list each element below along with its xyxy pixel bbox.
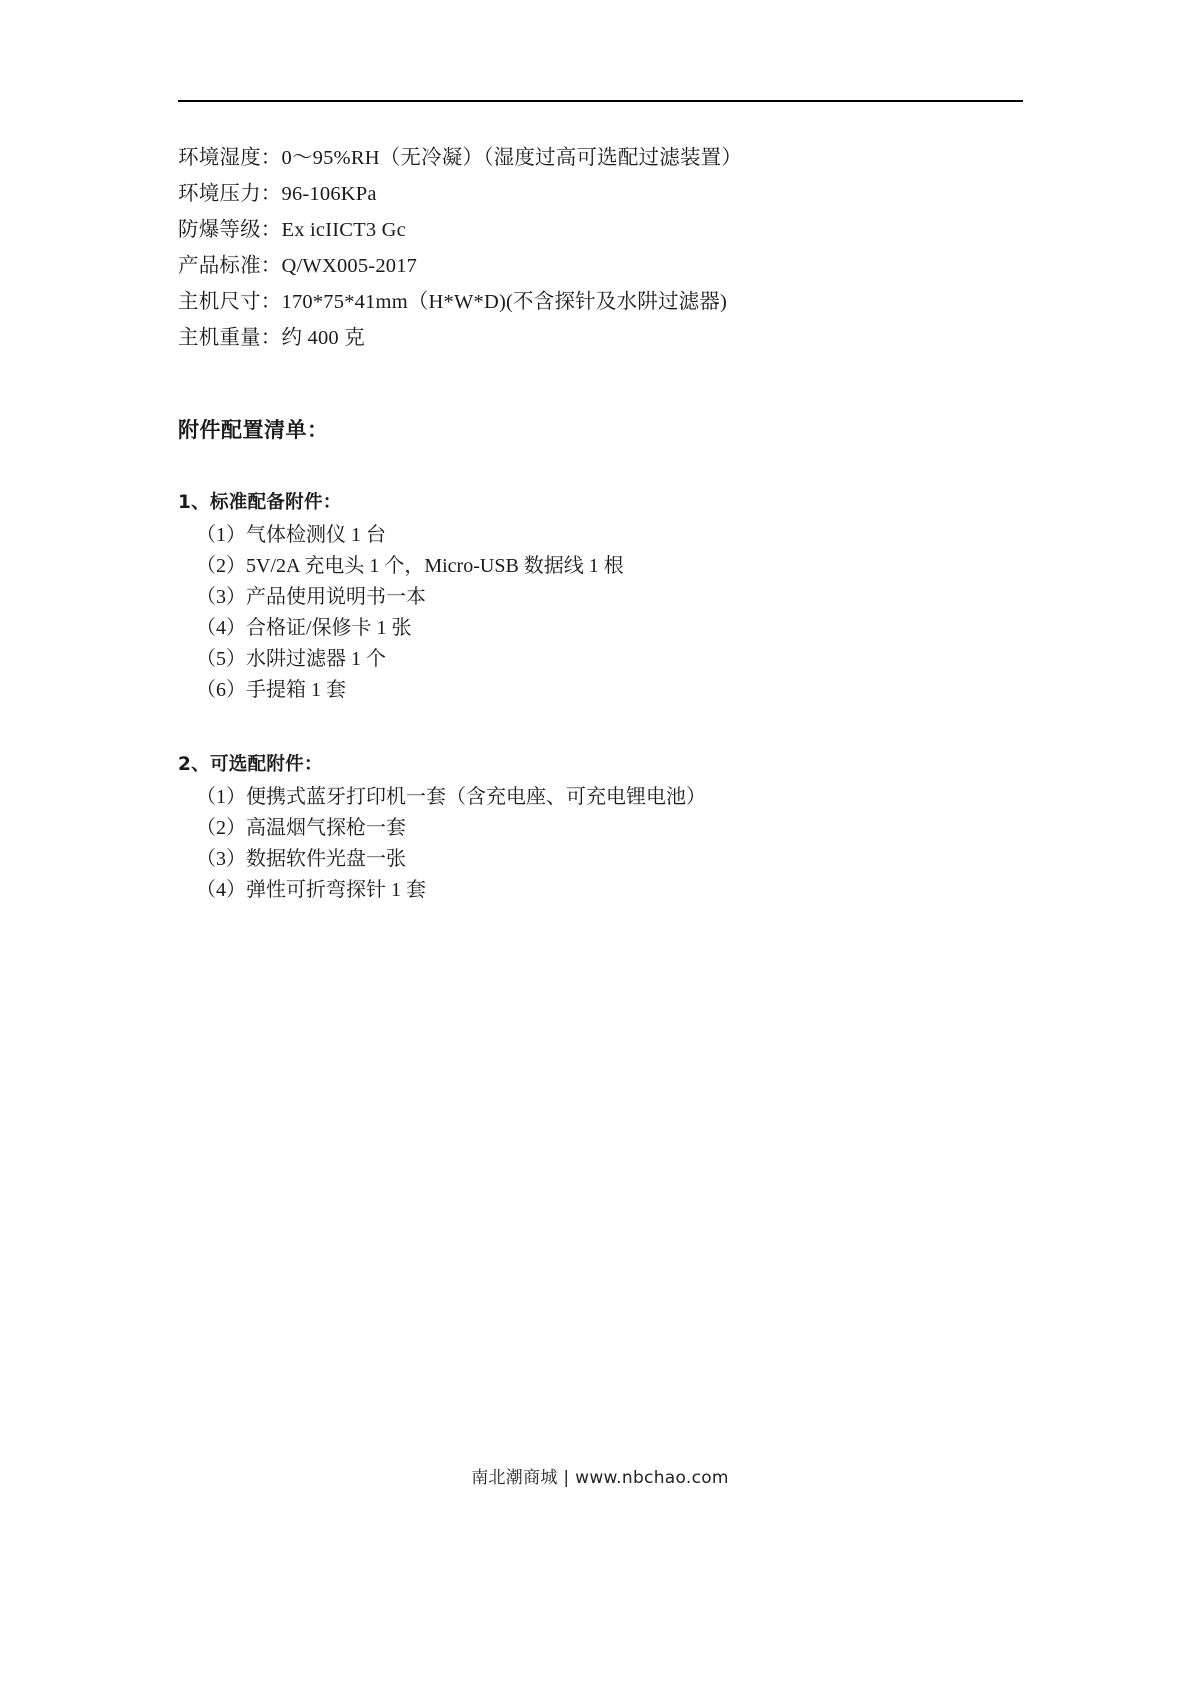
spec-line: 环境压力：96-106KPa [178,183,377,205]
page-footer: 南北潮商城 | www.nbchao.com [471,1468,729,1488]
document-content [178,140,1038,906]
spec-line: 产品标准：Q/WX005-2017 [178,255,418,277]
specifications-list [178,140,1038,356]
spec-line: 主机尺寸：170*75*41mm（H*W*D)(不含探针及水阱过滤器) [178,291,728,313]
section-title: 附件配置清单： [178,418,329,442]
list-item: （2）5V/2A 充电头 1 个，Micro-USB 数据线 1 根 [196,555,624,577]
spec-line: 主机重量：约 400 克 [178,327,365,349]
list-item: （6）手提箱 1 套 [196,679,346,701]
spec-line: 环境湿度：0～95%RH（无冷凝）（湿度过高可选配过滤装置） [178,147,743,169]
list-item: （4）弹性可折弯探针 1 套 [196,879,426,901]
list-item: （1）便携式蓝牙打印机一套（含充电座、可充电锂电池） [196,786,706,808]
group-heading: 1、标准配备附件： [178,492,342,513]
accessory-group-optional [178,750,1038,906]
list-item: （4）合格证/保修卡 1 张 [196,617,412,639]
list-item: （3）数据软件光盘一张 [196,848,406,870]
list-item: （1）气体检测仪 1 台 [196,524,386,546]
list-item: （5）水阱过滤器 1 个 [196,648,386,670]
header-divider [178,100,1023,102]
list-item: （2）高温烟气探枪一套 [196,817,406,839]
group-heading: 2、可选配附件： [178,754,323,775]
list-item: （3）产品使用说明书一本 [196,586,426,608]
spec-line: 防爆等级：Ex icIICT3 Gc [178,219,406,241]
accessory-group-standard [178,488,1038,706]
